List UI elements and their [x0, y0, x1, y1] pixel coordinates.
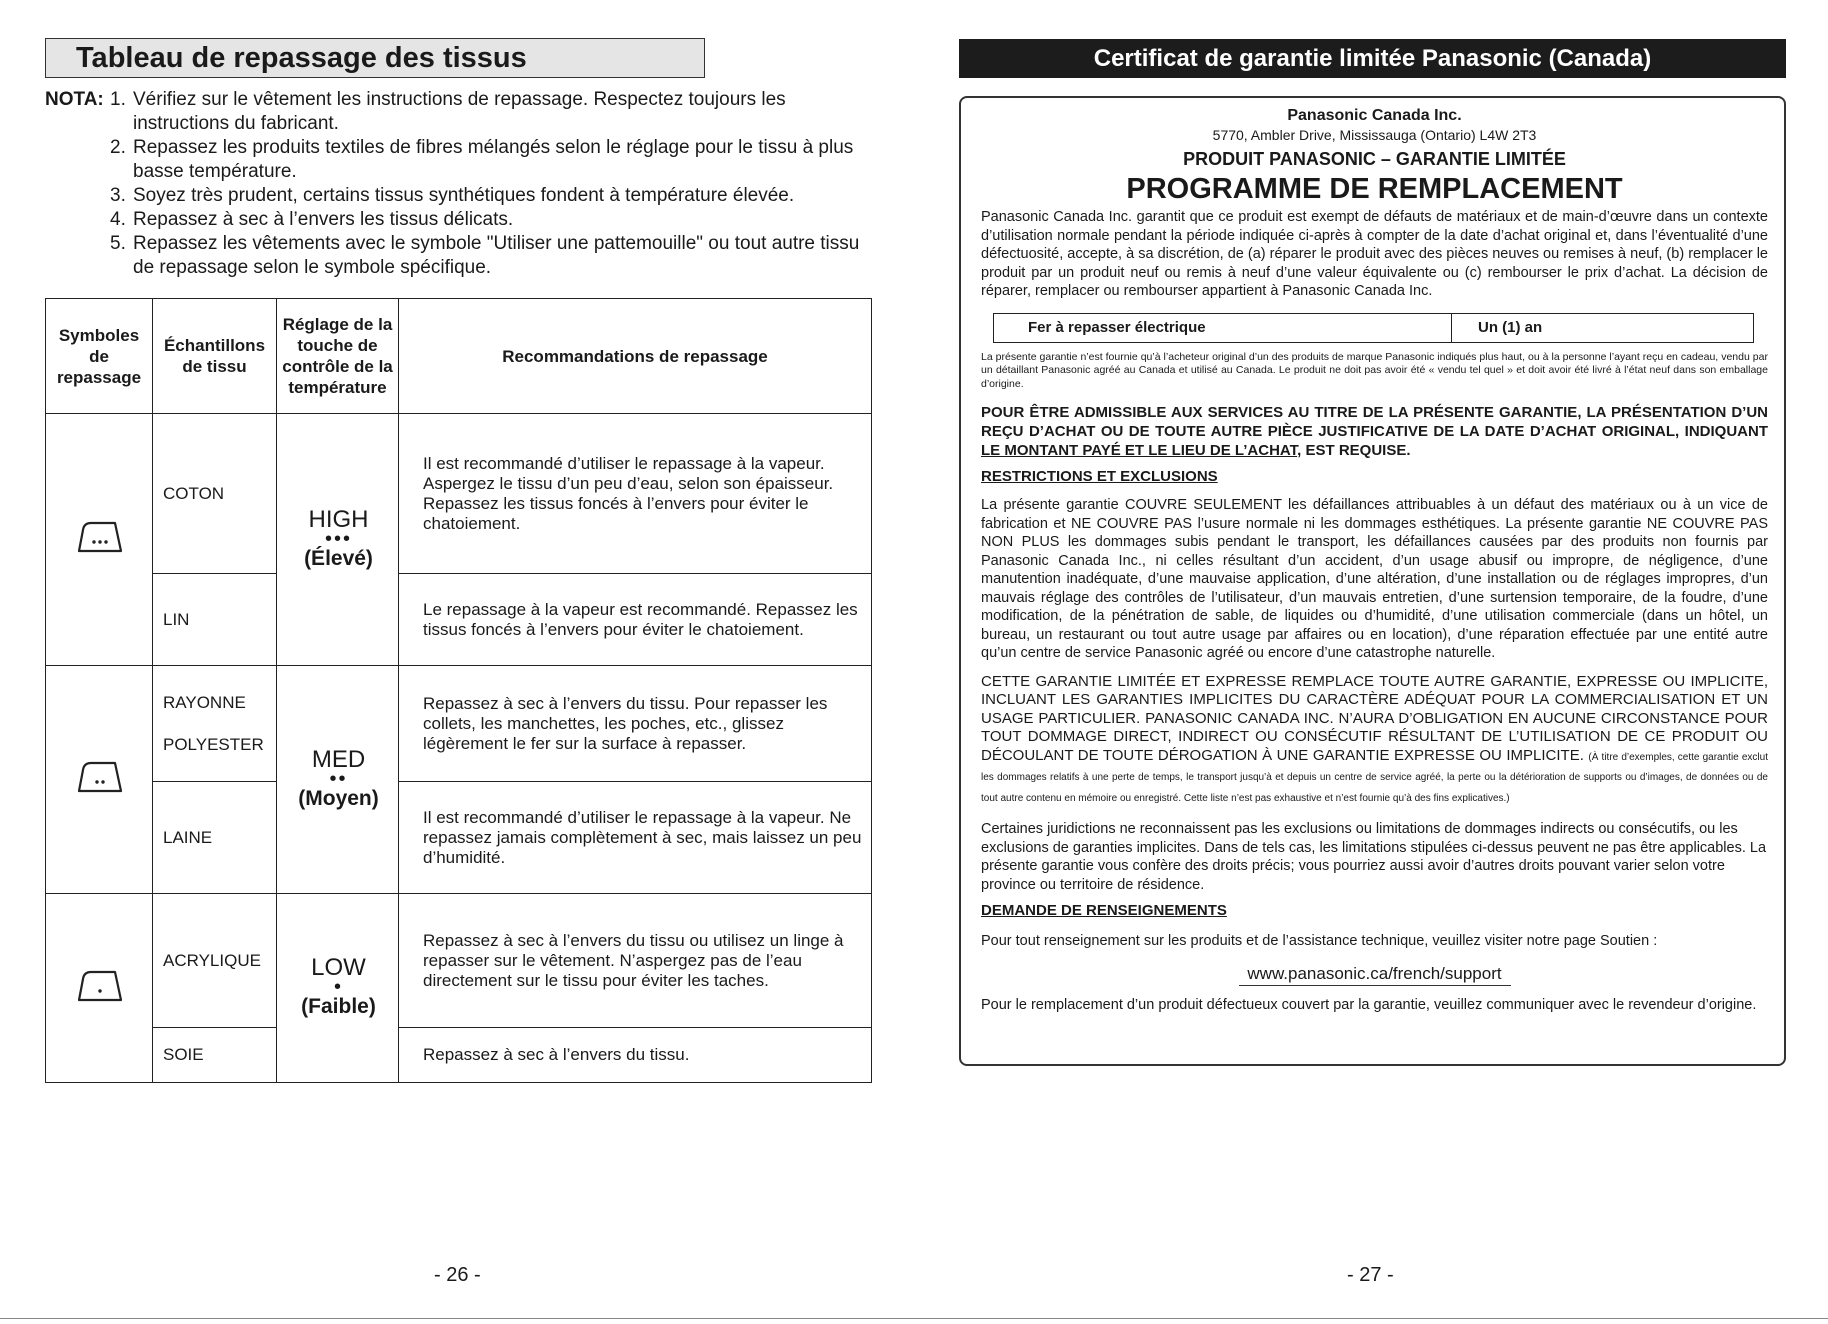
table-row: [46, 666, 872, 782]
iron-three-dots-icon: [75, 518, 125, 556]
info-text: Pour tout renseignement sur les produits et de l’assistance technique, veuillez visiter notre page Soutien :: [981, 933, 1658, 949]
recommendation-cell: Repassez à sec à l’envers du tissu. Pour repasser les collets, les manchettes, les poches, etc., glissez légèrement le fer sur la surface à repasser.: [399, 666, 872, 782]
bottom-divider: [0, 1318, 1828, 1319]
right-page: [914, 0, 1828, 1324]
warranty-intro: Panasonic Canada Inc. garantit que ce produit est exempt de défauts de matériaux et de main-d’œuvre dans un contexte d’utilisation normale pendant la période indiquée ci-après à compter de la date d’achat original et, dans l’éventualité d’une défectuosité, accepte, à sa discrétion, de (a) réparer le produit avec des pièces neuves ou remises à neuf, (b) remplacer le produit par un produit neuf ou remis à neuf d’une valeur équivalente ou (c) rembourser le prix d’achat. La décision de réparer, remplacer ou rembourser appartient à Panasonic Canada Inc.: [981, 209, 1768, 299]
warranty-box: [959, 96, 1786, 1066]
nota-text: Vérifiez sur le vêtement les instructions de repassage. Respectez toujours les instructions du fabricant.: [133, 89, 786, 134]
fabric-name: RAYONNE: [163, 692, 246, 712]
table-row: [46, 894, 872, 1028]
restrictions-heading: RESTRICTIONS ET EXCLUSIONS: [981, 468, 1218, 485]
nota-number: 3.: [110, 185, 126, 206]
fabric-cell: [153, 666, 277, 782]
coverage-row: [994, 313, 1754, 342]
eligibility-text: POUR ÊTRE ADMISSIBLE AUX SERVICES AU TITRE DE LA PRÉSENTE GARANTIE, LA PRÉSENTATION D’UN REÇU D’ACHAT OU DE TOUTE AUTRE PIÈCE JUSTIFICATIVE DE LA DATE D’ACHAT ORIGINAL, INDIQUANT LE MONTANT PAYÉ ET LE LIEU DE L’ACHAT, EST REQUISE.: [981, 404, 1768, 459]
fabric-name: LAINE: [163, 827, 213, 847]
header-setting: Réglage de la touche de contrôle de la température: [277, 299, 399, 414]
setting-word: MED: [311, 745, 366, 773]
nota-item: [110, 136, 865, 184]
company-address: 5770, Ambler Drive, Mississauga (Ontario) L4W 2T3: [1212, 127, 1537, 143]
iron-two-dots-icon: [75, 758, 125, 796]
info-heading: DEMANDE DE RENSEIGNEMENTS: [981, 902, 1227, 919]
page-number: - 27 -: [1347, 1264, 1394, 1286]
symbol-cell: [46, 894, 153, 1083]
coverage-product: Fer à repasser électrique: [994, 313, 1452, 342]
support-link[interactable]: www.panasonic.ca/french/support: [1239, 963, 1511, 986]
fabric-name: POLYESTER: [163, 734, 264, 754]
setting-french: (Élevé): [304, 546, 373, 570]
nota-item: [110, 232, 865, 280]
fabric-name: SOIE: [163, 1045, 204, 1064]
nota-item: [110, 184, 865, 208]
product-heading: PRODUIT PANASONIC – GARANTIE LIMITÉE: [1183, 149, 1566, 169]
nota-number: 2.: [110, 137, 126, 158]
nota-list: [45, 88, 865, 280]
fabric-cell: [153, 1028, 277, 1083]
table-row: [46, 782, 872, 894]
replacement-text: Pour le remplacement d’un produit défectueux couvert par la garantie, veuillez communiquer avec le revendeur d’origine.: [981, 996, 1757, 1013]
exclusive-warranty-text: CETTE GARANTIE LIMITÉE ET EXPRESSE REMPLACE TOUTE AUTRE GARANTIE, EXPRESSE OU IMPLICITE, INCLUANT LES GARANTIES IMPLICITES DU CARACTÈRE ADÉQUAT POUR LA COMMERCIALISATION ET UN USAGE PARTICULIER. PANASONIC CANADA INC. N’AURA D’OBLIGATION EN AUCUNE CIRCONSTANCE POUR TOUT DOMMAGE DIRECT, INDIRECT OU CONSÉCUTIF RÉSULTANT DE L’UTILISATION DE CE PRODUIT OU DÉCOULANT DE TOUTE DÉROGATION À UNE GARANTIE EXPRESSE OU IMPLICITE. (À titre d’exemples, cette garantie exclut les dommages relatifs à une perte de temps, le transport jusqu’à et depuis un centre de service agréé, la perte ou la détérioration de supports ou d’images, de données ou de tout autre contenu en mémoire ou enregistré. Cette liste n’est pas exhaustive et n’est fournie qu’à des fins explicatives.): [981, 672, 1768, 804]
coverage-table: [993, 313, 1754, 343]
recommendation-cell: Le repassage à la vapeur est recommandé. Repassez les tissus foncés à l’envers pour éviter le chatoiement.: [399, 574, 872, 666]
recommendation-cell: Il est recommandé d’utiliser le repassage à la vapeur. Ne repassez jamais complètement à sec, mais laissez un peu d’humidité.: [399, 782, 872, 894]
fabric-cell: [153, 782, 277, 894]
exclusive-small-text: (À titre d’exemples, cette garantie exclut les dommages relatifs à une perte de temps, le transport jusqu’à et depuis un centre de service agréé, la perte ou la détérioration de supports ou d’images, de données ou de tout autre contenu en mémoire ou enregistré. Cette liste n’est pas exhaustive et n’est fournie qu’à des fins explicatives.): [981, 751, 1768, 804]
temperature-setting-cell: [277, 666, 399, 894]
nota-label: NOTA:: [45, 89, 104, 110]
fabric-name: LIN: [163, 609, 190, 629]
temperature-setting-cell: [277, 414, 399, 666]
program-heading: PROGRAMME DE REMPLACEMENT: [1126, 173, 1623, 205]
fabric-name: COTON: [163, 483, 225, 503]
nota-item: [45, 88, 865, 136]
header-symbols: Symboles de repassage: [46, 299, 153, 414]
fabric-cell: [153, 574, 277, 666]
eligibility-underlined: LE MONTANT PAYÉ ET LE LIEU DE L’ACHAT: [981, 442, 1298, 459]
temperature-setting-cell: [277, 894, 399, 1083]
nota-number: 5.: [110, 233, 126, 254]
warranty-small-note: La présente garantie n’est fournie qu’à l’acheteur original d’un des produits de marque Panasonic indiqués plus haut, ou à la personne l’ayant reçu en cadeau, vendu par un détaillant Panasonic agréé au Canada et utilisé au Canada. Le produit ne doit pas avoir été « vendu tel quel » et doit avoir été livré à l’état neuf dans son emballage d’origine.: [981, 350, 1768, 390]
nota-text: Repassez les produits textiles de fibres mélangés selon le réglage pour le tissu à plus basse température.: [133, 137, 854, 182]
setting-dots: •: [333, 976, 343, 998]
table-header-row: [46, 299, 872, 414]
fabric-gap: [163, 713, 268, 735]
nota-number: 4.: [110, 209, 126, 230]
coverage-period: Un (1) an: [1452, 313, 1754, 342]
warranty-title: Certificat de garantie limitée Panasonic (Canada): [959, 39, 1786, 78]
nota-text: Repassez les vêtements avec le symbole "Utiliser une pattemouille" ou tout autre tissu de repassage selon le symbole spécifique.: [133, 233, 860, 278]
company-name: Panasonic Canada Inc.: [1287, 107, 1462, 124]
recommendation-cell: Repassez à sec à l’envers du tissu ou utilisez un linge à repasser sur le vêtement. N’aspergez pas de l’eau directement sur le tissu pour éviter les taches.: [399, 894, 872, 1028]
setting-dots: ••: [329, 767, 348, 790]
recommendation-cell: Repassez à sec à l’envers du tissu.: [399, 1028, 872, 1083]
fabric-cell: [153, 414, 277, 574]
nota-text: Repassez à sec à l’envers les tissus délicats.: [133, 209, 514, 230]
table-row: [46, 414, 872, 574]
nota-text: Soyez très prudent, certains tissus synthétiques fondent à température élevée.: [133, 185, 795, 206]
fabric-name: ACRYLIQUE: [163, 950, 261, 970]
page-title: Tableau de repassage des tissus: [45, 38, 705, 78]
header-recommendations: Recommandations de repassage: [399, 299, 872, 414]
ironing-table: [45, 298, 872, 1083]
recommendation-cell: Il est recommandé d’utiliser le repassage à la vapeur. Aspergez le tissu d’un peu d’eau, selon son épaisseur. Repassez les tissus foncés à l’envers pour éviter le chatoiement.: [399, 414, 872, 574]
setting-french: (Moyen): [298, 786, 379, 810]
header-fabrics: Échantillons de tissu: [153, 299, 277, 414]
iron-one-dot-icon: [75, 967, 125, 1005]
restrictions-text: La présente garantie COUVRE SEULEMENT les défaillances attribuables à un défaut des matériaux ou à un vice de fabrication et NE COUVRE PAS l’usure normale ni les dommages esthétiques. La présente garantie NE COUVRE PAS NON PLUS les dommages subis pendant le transport, les défaillances causées par des produits non fournis par Panasonic Canada Inc., ni celles résultant d’un accident, d’un usage abusif ou impropre, de négligence, d’une manutention inadéquate, d’une mauvaise application, d’une altération, d’une installation ou de réglages impropres, d’un mauvais réglage des contrôles de l’utilisateur, d’un mauvais entretien, d’une surtension temporaire, de la foudre, d’une modification, de la pénétration de sable, de liquides ou d’humidité, d’une utilisation commerciale (dans un hôtel, un bureau, un restaurant ou tout autre usage par affaires ou en location), d’une réparation effectuée par une entité autre qu’un centre de service Panasonic agréé ou encore d’une catastrophe naturelle.: [981, 497, 1768, 661]
page-number: - 26 -: [434, 1264, 481, 1286]
setting-word: HIGH: [308, 505, 369, 533]
nota-item: [110, 208, 865, 232]
nota-number: 1.: [110, 89, 126, 110]
jurisdiction-text: Certaines juridictions ne reconnaissent pas les exclusions ou limitations de dommages indirects ou consécutifs, ou les exclusions de garanties implicites. Dans de tels cas, les limitations stipulées ci-dessus peuvent ne pas être applicables. La présente garantie vous confère des droits précis; vous pourriez aussi avoir d’autres droits pouvant varier selon votre province ou territoire de résidence.: [981, 821, 1767, 893]
setting-word: LOW: [311, 954, 366, 981]
table-row: [46, 1028, 872, 1083]
setting-french: (Faible): [301, 995, 376, 1018]
setting-dots: •••: [324, 527, 352, 550]
symbol-cell: [46, 414, 153, 666]
table-row: [46, 574, 872, 666]
symbol-cell: [46, 666, 153, 894]
fabric-cell: [153, 894, 277, 1028]
